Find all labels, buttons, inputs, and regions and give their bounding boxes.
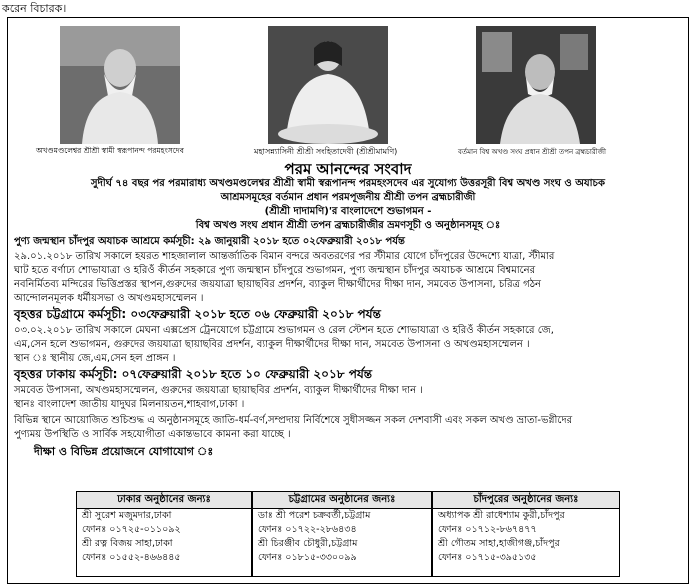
- contact-name: শ্রী সুরেশ মজুমদার,ঢাকা: [82, 510, 172, 521]
- chandpur-line-2: ঘাট হতে বর্ণাঢ্য শোভাযাত্রা ও হরিওঁ কীর্তন সহকারে পুণ্য জন্মস্থান চাঁদপুরে শুভাগমন, পুণ্য জন্মস্থান চাঁদপুর অযাচক আশ্রমে বিশ্বমানের: [14, 265, 536, 276]
- contact-phone: ফোনঃ ০১৭২৫-০১১০৯২: [82, 524, 181, 535]
- photo-caption-3: বর্তমান বিশ্ব অখণ্ড সংঘ প্রধান শ্রীশ্রী তপন ব্রহ্মচারীজী: [458, 148, 606, 156]
- contact-box-chattogram: [252, 491, 432, 577]
- portrait-image-3: [476, 26, 596, 144]
- contact-box-heading: চট্টগ্রামের অনুষ্ঠানের জন্যঃ: [253, 492, 431, 509]
- chattogram-line-1: ০৩.০২.২০১৮ তারিখ সকালে মেঘনা এক্সপ্রেস ট্রেনযোগে চট্টগ্রামে শুভাগমন ও রেল স্টেশন হতে শোভাযাত্রা ও হরিওঁ কীর্তন সহকারে জে,: [14, 325, 554, 336]
- portrait-photo-2: [268, 26, 388, 144]
- chattogram-line-2: এম,সেন হলে শুভাগমন, গুরুদের জয়যাত্রা ছায়াছবির প্রদর্শন, ব্যাকুল দীক্ষার্থীদের দীক্ষা দান, সমবেত উপাসনা ও অখণ্ডমহাসম্মেলন ।: [14, 339, 530, 350]
- chandpur-line-1: ২৯.০১.২০১৮ তারিখ সকালে হযরত শাহজালাল আন্তর্জাতিক বিমান বন্দরে অবতরণের পর স্টীমার যোগে চাঁদপুরের উদ্দেশ্যে যাত্রা, স্টীমার: [14, 251, 555, 262]
- chandpur-line-3: নবনির্মিতব্য মন্দিরের ভিত্তিপ্রস্তর স্থাপন,গুরুদের জয়যাত্রা ছায়াছবির প্রদর্শন, ব্যাকুল দীক্ষার্থীদের দীক্ষা দান, সমবেত উপাসনা, চরিত্র গঠন: [14, 279, 542, 290]
- photo-caption-2: মহাসন্ন্যাসিনী শ্রীশ্রী সংহিতাদেবী (শ্রীশ্রীমামণি): [254, 147, 398, 156]
- contact-phone: ফোনঃ ০১৮১৫-৩৩০০৯৯: [258, 552, 357, 563]
- chandpur-heading: পুণ্য জন্মস্থান চাঁদপুর অযাচক আশ্রমে কর্মসূচী: ২৯ জানুয়ারী ২০১৮ হতে ০২ফেব্রুয়ারী ২০১৮ পর্যন্ত: [14, 236, 405, 247]
- previous-article-fragment: করেন বিচারক।: [2, 2, 67, 15]
- closing-line-2: পুণ্যময় উপস্থিতি ও সার্বিক সহযোগীতা একান্তভাবে কামনা করা যাচ্ছে ।: [14, 429, 291, 440]
- dhaka-venue: স্থানঃ বাংলাদেশ জাতীয় যাদুঘর মিলনায়তন,শাহবাগ,ঢাকা ।: [14, 399, 245, 410]
- contact-phone: ফোনঃ ০১৭২২-২৮৬৪৩৪: [258, 524, 357, 535]
- contact-name: শ্রী চিরঞ্জীব চৌধুরী,চট্টগ্রাম: [258, 538, 358, 549]
- chattogram-heading: বৃহত্তর চট্টগ্রামে কর্মসূচী: ০৩ফেব্রুয়ারী ২০১৮ হতে ০৬ ফেব্রুয়ারী ২০১৮ পর্যন্ত: [14, 307, 381, 321]
- contact-box-heading: ঢাকার অনুষ্ঠানের জন্যঃ: [77, 492, 251, 509]
- contact-box-dhaka: [76, 491, 252, 577]
- contact-name: অধ্যাপক শ্রী রাধেশ্যাম কুরী,চাঁদপুর: [438, 510, 565, 521]
- announcement-title: পরম আনন্দের সংবাদ: [284, 160, 412, 178]
- contact-phone: ফোনঃ ০১৭১২-৮৬৭৪৭৭: [438, 524, 537, 535]
- portrait-photo-1: [60, 26, 180, 144]
- portrait-image-1: [60, 26, 180, 144]
- intro-line-1: সুদীর্ঘ ৭৪ বছর পর পরমারাধ্য অখণ্ডমণ্ডলেশ্বর শ্রীশ্রী স্বামী স্বরূপানন্দ পরমহংসদেব এর সুযোগ্য উত্তরসূরী বিশ্ব অখণ্ড সংঘ ও অযাচক: [91, 178, 605, 189]
- contact-box-chandpur: [432, 491, 620, 577]
- chattogram-venue: স্থান ঃ স্থানীয় জে,এম,সেন হল প্রাঙ্গন ।: [14, 353, 176, 364]
- contact-phone: ফোনঃ ০১৫৫২-৪৬৬৪৪৫: [82, 552, 181, 563]
- closing-line-1: বিভিন্ন স্থানে আয়োজিত শুচিশুদ্ধ এ অনুষ্ঠানসমূহে জাতি-ধর্ম-বর্ণ,সম্প্রদায় নির্বিশেষে সুধীসজ্জন সকল দেশবাসী এবং সকল অখণ্ড ভ্রাতা-ভগ্নীদের: [14, 415, 573, 426]
- chandpur-line-4: আন্দোলনমূলক ধর্মীয়সভা ও অখণ্ডমহাসম্মেলন ।: [14, 293, 204, 304]
- photo-caption-1: অখণ্ডমণ্ডলেশ্বর শ্রীশ্রী স্বামী স্বরূপানন্দ পরমহংসদেব: [36, 146, 184, 155]
- intro-line-3: (শ্রীশ্রী দাদামণি)'র বাংলাদেশে শুভাগমন -: [264, 206, 432, 217]
- contact-name: শ্রী গৌতম সাহা,হাজীগঞ্জ,চাঁদপুর: [438, 538, 560, 549]
- intro-line-2: আশ্রমসমূহের বর্তমান প্রধান পরমপূজনীয় শ্রীশ্রী তপন ব্রহ্মচারীজী: [220, 192, 476, 203]
- contact-name: শ্রী রত্ন বিজয় সাহা,ঢাকা: [82, 538, 173, 549]
- schedule-heading: বিশ্ব অখণ্ড সংঘ প্রধান শ্রীশ্রী তপন ব্রহ্মচারীজীর ভ্রমণসূচী ও অনুষ্ঠানসমূহ ঃ: [195, 220, 501, 231]
- contact-box-heading: চাঁদপুরের অনুষ্ঠানের জন্যঃ: [433, 492, 619, 509]
- contact-phone: ফোনঃ ০১৭১৫-৩৯৫১৩৫: [438, 552, 537, 563]
- portrait-image-2: [268, 26, 388, 144]
- contact-heading: দীক্ষা ও বিভিন্ন প্রয়োজনে যোগাযোগ ঃ: [34, 445, 214, 458]
- portrait-photo-3: [476, 26, 596, 144]
- dhaka-line-1: সমবেত উপাসনা, অখণ্ডমহাসম্মেলন, গুরুদের জয়যাত্রা ছায়াছবির প্রদর্শন, ব্যাকুল দীক্ষার্থীদের দীক্ষা দান ।: [14, 385, 423, 396]
- dhaka-heading: বৃহত্তর ঢাকায় কর্মসূচী: ০৭ফেব্রুয়ারী ২০১৮ হতে ১০ ফেব্রুয়ারী ২০১৮ পর্যন্ত: [14, 367, 373, 381]
- contact-name: ডাঃ শ্রী পরেশ চক্রবর্তী,চট্টগ্রাম: [258, 510, 371, 521]
